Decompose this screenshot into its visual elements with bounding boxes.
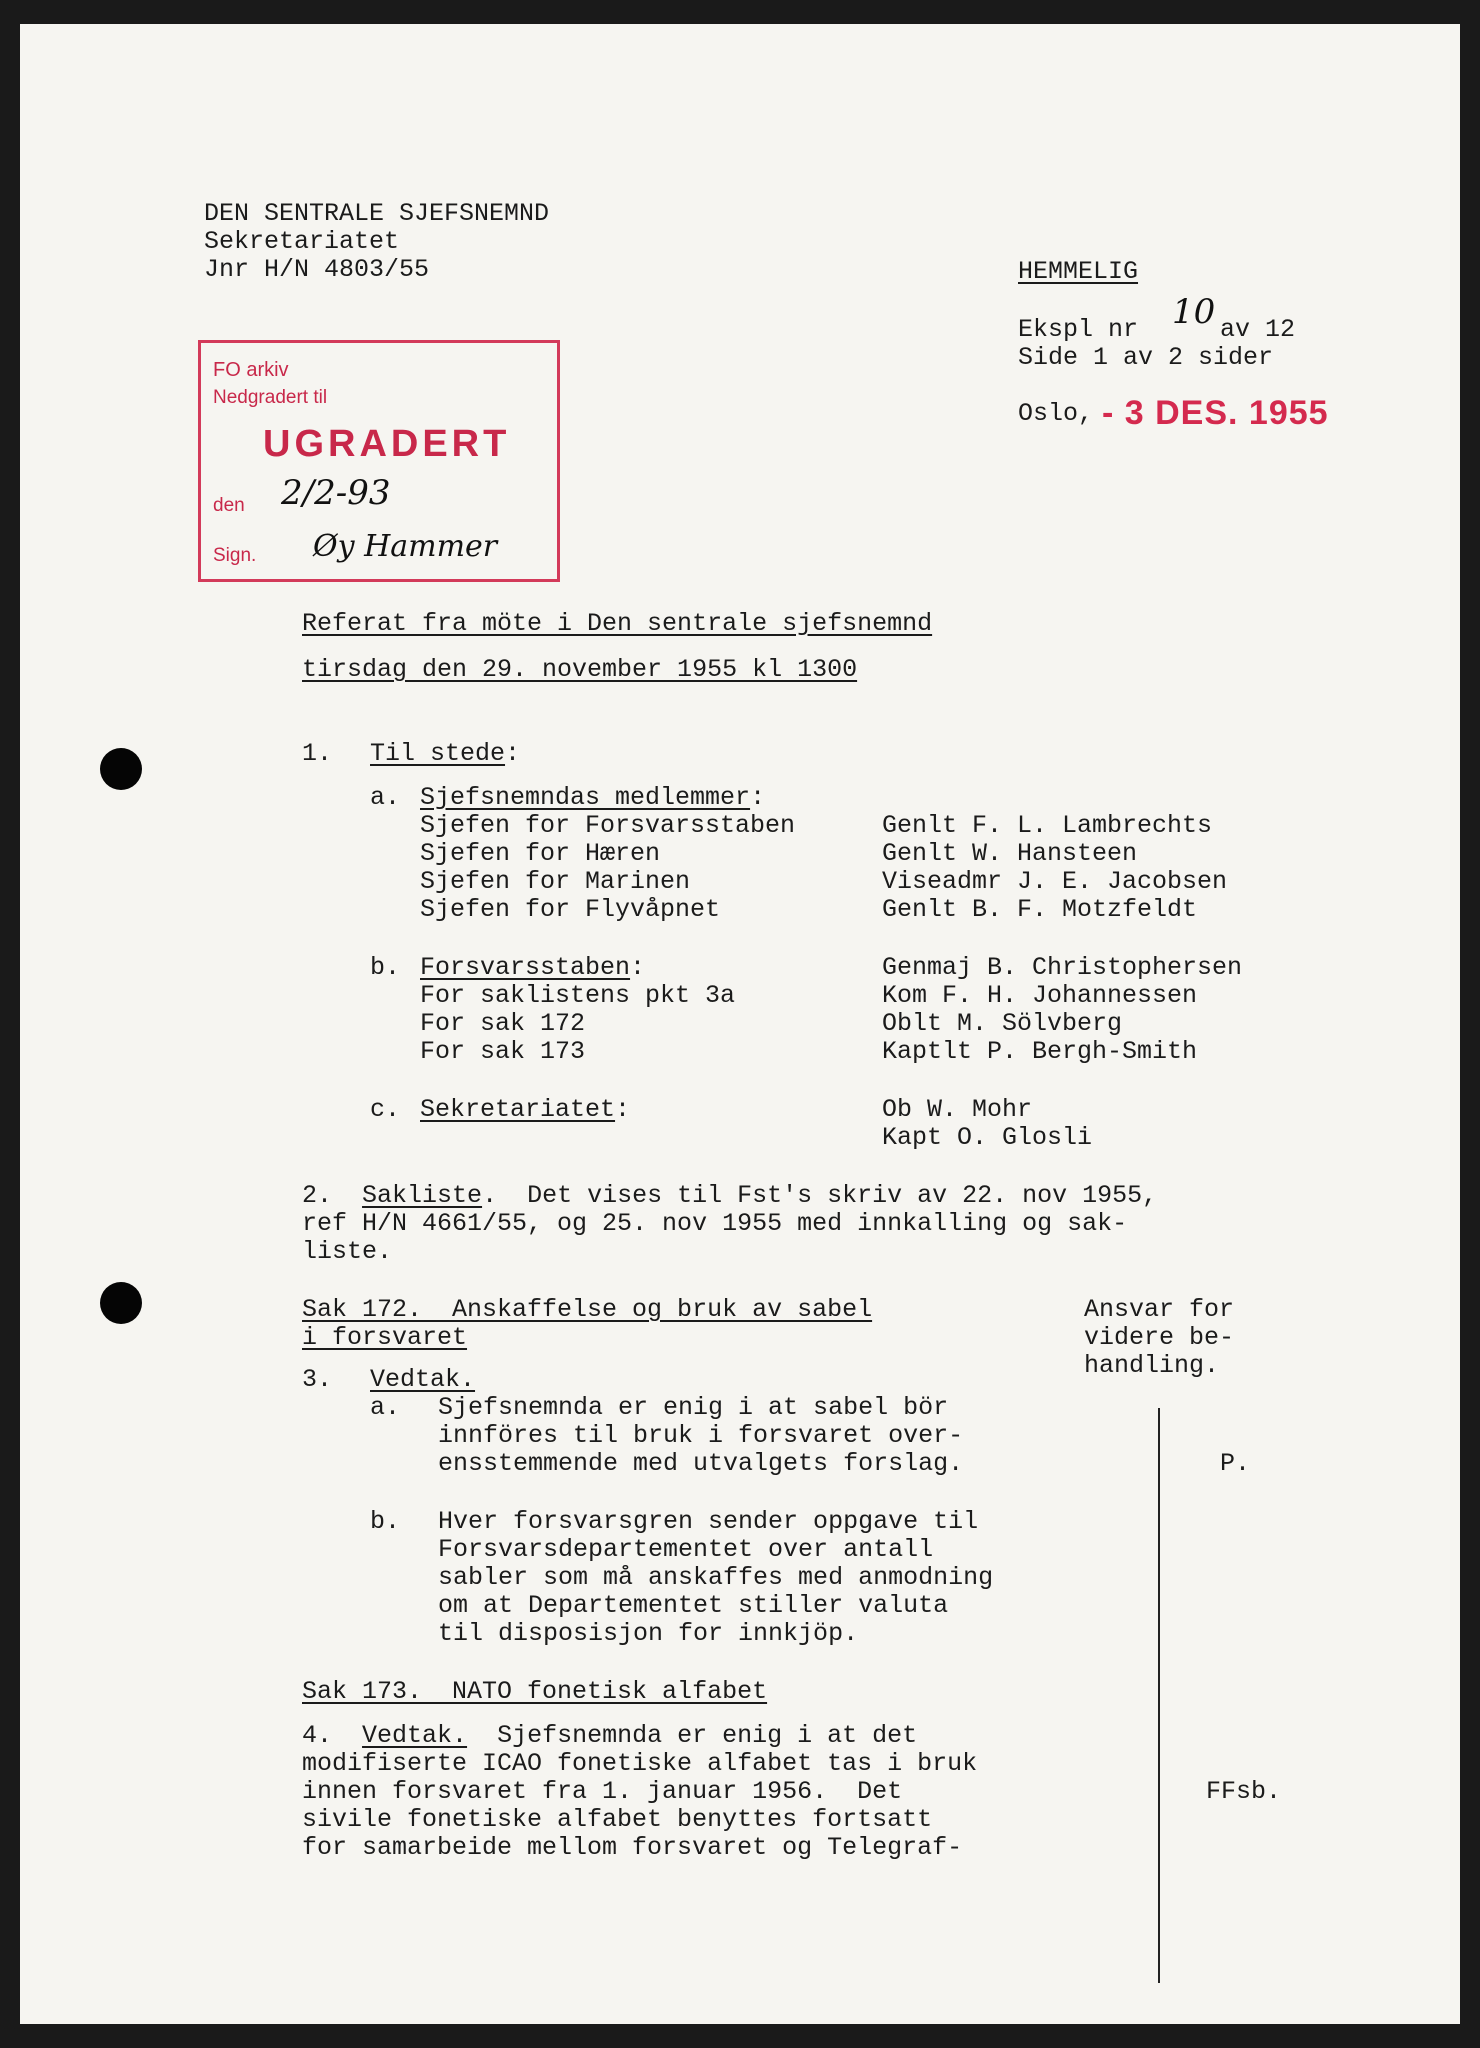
section3b-letter: b. [370, 1507, 401, 1536]
stamp-downgraded: Nedgradert til [213, 387, 328, 408]
section1b-colon: : [630, 953, 646, 982]
section3a-line: Sjefsnemnda er enig i at sabel bör [438, 1393, 949, 1422]
section3b-line: Forsvarsdepartementet over antall [438, 1535, 934, 1564]
ekspl-suffix: av 12 [1220, 315, 1296, 344]
page-count: Side 1 av 2 sider [1018, 343, 1274, 372]
section1a-letter: a. [370, 783, 401, 812]
staff-name: Oblt M. Sölvberg [882, 1009, 1123, 1038]
punch-hole-bottom [100, 1282, 142, 1324]
sak172-title-line1: Sak 172. Anskaffelse og bruk av sabel [302, 1295, 873, 1324]
ekspl-prefix: Ekspl nr [1018, 315, 1139, 344]
staff-role: For sak 173 [420, 1037, 586, 1066]
sak173-title: Sak 173. NATO fonetisk alfabet [302, 1677, 768, 1706]
secretariat-name: Kapt O. Glosli [882, 1123, 1093, 1152]
section3-heading: Vedtak. [370, 1365, 476, 1394]
section3a-letter: a. [370, 1393, 401, 1422]
section1-colon: : [505, 739, 521, 768]
secretariat-name: Ob W. Mohr [882, 1095, 1033, 1124]
section1-heading-wrap [370, 740, 520, 768]
staff-role: For saklistens pkt 3a [420, 981, 736, 1010]
section4-line: for samarbeide mellom forsvaret og Telegraf- [302, 1833, 963, 1862]
punch-hole-top [100, 748, 142, 790]
date-stamp: - 3 DES. 1955 [1102, 394, 1329, 432]
section1b-letter: b. [370, 953, 401, 982]
member-role: Sjefen for Forsvarsstaben [420, 811, 796, 840]
section2-heading: Sakliste [362, 1181, 483, 1210]
stamp-date-label: den [213, 495, 245, 516]
minutes-title-line2: tirsdag den 29. november 1955 kl 1300 [302, 655, 858, 684]
member-name: Viseadmr J. E. Jacobsen [882, 867, 1228, 896]
section3a-line: innföres til bruk i forsvaret over- [438, 1421, 964, 1450]
section4-line: sivile fonetiske alfabet benyttes fortsatt [302, 1805, 933, 1834]
section1c-colon: : [615, 1095, 631, 1124]
stamp-archive: FO arkiv [213, 359, 289, 381]
stamp-signature: Øy Hammer [313, 529, 498, 564]
staff-head-name: Genmaj B. Christophersen [882, 953, 1243, 982]
staff-name: Kom F. H. Johannessen [882, 981, 1198, 1010]
section4-responsible: FFsb. [1206, 1777, 1282, 1806]
section1-heading: Til stede [370, 739, 506, 768]
section3b-line: om at Departementet stiller valuta [438, 1591, 949, 1620]
dept-name: Sekretariatet [204, 227, 400, 256]
section4-line1 [302, 1722, 917, 1750]
section1a-colon: : [750, 783, 766, 812]
section2-line2: ref H/N 4661/55, og 25. nov 1955 med innkalling og sak- [302, 1209, 1128, 1238]
section3a-line: ensstemmende med utvalgets forslag. [438, 1449, 964, 1478]
sak172-title-line2: i forsvaret [302, 1323, 468, 1352]
section4-number: 4. [302, 1721, 333, 1750]
section1c-heading: Sekretariatet [420, 1095, 616, 1124]
section2-number: 2. [302, 1181, 333, 1210]
staff-role: For sak 172 [420, 1009, 586, 1038]
section3b-line: til disposisjon for innkjöp. [438, 1619, 859, 1648]
section3b-line: sabler som må anskaffes med anmodning [438, 1563, 994, 1592]
section3b-line: Hver forsvarsgren sender oppgave til [438, 1507, 979, 1536]
member-role: Sjefen for Hæren [420, 839, 661, 868]
section1-number: 1. [302, 739, 333, 768]
section3-number: 3. [302, 1365, 333, 1394]
responsibility-header: handling. [1084, 1351, 1220, 1380]
section1a-heading: Sjefsnemndas medlemmer [420, 783, 751, 812]
journal-number: Jnr H/N 4803/55 [204, 255, 430, 284]
section1b-heading: Forsvarsstaben [420, 953, 631, 982]
section4-text: Sjefsnemnda er enig i at det [467, 1721, 918, 1750]
member-role: Sjefen for Flyvåpnet [420, 895, 721, 924]
member-name: Genlt F. L. Lambrechts [882, 811, 1213, 840]
section4-heading: Vedtak. [362, 1721, 468, 1750]
section4-line: innen forsvaret fra 1. januar 1956. Det [302, 1777, 903, 1806]
document-page [20, 24, 1460, 2024]
org-name: DEN SENTRALE SJEFSNEMND [204, 199, 550, 228]
stamp-sign-label: Sign. [213, 545, 257, 566]
member-name: Genlt W. Hansteen [882, 839, 1138, 868]
minutes-title-line1: Referat fra möte i Den sentrale sjefsnemnd [302, 609, 933, 638]
responsibility-divider [1158, 1408, 1160, 1983]
declassification-stamp [198, 340, 560, 582]
section2-text: . Det vises til Fst's skriv av 22. nov 1955, [482, 1181, 1158, 1210]
section4-line: modifiserte ICAO fonetiske alfabet tas i bruk [302, 1749, 978, 1778]
section1c-heading-wrap [420, 1096, 630, 1124]
classification-label: HEMMELIG [1018, 257, 1139, 286]
oslo-label: Oslo, [1018, 399, 1094, 428]
section1c-letter: c. [370, 1095, 401, 1124]
section2-line1 [302, 1182, 1157, 1210]
section1a-heading-wrap [420, 784, 765, 812]
section2-line3: liste. [302, 1237, 393, 1266]
responsibility-header: Ansvar for [1084, 1295, 1235, 1324]
stamp-date-value: 2/2-93 [281, 473, 391, 513]
responsibility-header: videre be- [1084, 1323, 1235, 1352]
member-name: Genlt B. F. Motzfeldt [882, 895, 1198, 924]
member-role: Sjefen for Marinen [420, 867, 691, 896]
stamp-status: UGRADERT [263, 423, 511, 465]
staff-name: Kaptlt P. Bergh-Smith [882, 1037, 1198, 1066]
section1b-heading-wrap [420, 954, 645, 982]
ekspl-number: 10 [1172, 292, 1216, 332]
section3a-responsible: P. [1220, 1449, 1251, 1478]
